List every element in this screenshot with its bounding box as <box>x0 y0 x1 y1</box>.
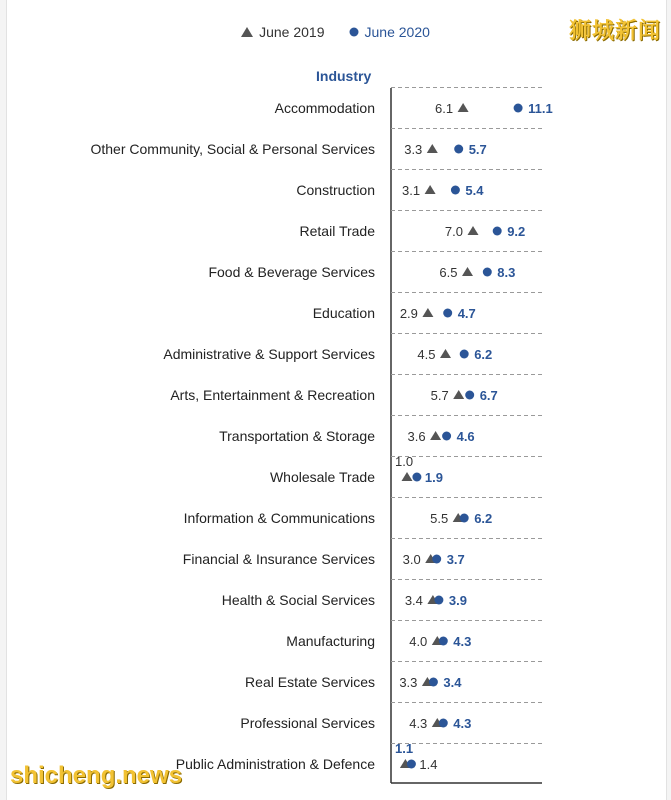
category-label: Accommodation <box>274 100 375 116</box>
legend-label-june-2019: June 2019 <box>259 24 325 40</box>
marker-june-2019 <box>453 390 464 399</box>
marker-june-2019 <box>430 431 441 440</box>
value-label-june-2020: 3.4 <box>443 675 462 690</box>
category-label: Professional Services <box>240 715 375 731</box>
value-label-june-2019: 3.0 <box>402 552 421 567</box>
category-label: Transportation & Storage <box>219 428 375 444</box>
marker-june-2020 <box>443 309 452 318</box>
value-label-june-2020: 3.7 <box>446 552 465 567</box>
category-label: Education <box>312 305 375 321</box>
value-label-june-2020: 4.3 <box>453 634 472 649</box>
marker-june-2020 <box>439 719 448 728</box>
category-label: Real Estate Services <box>245 674 375 690</box>
value-label-june-2020: 6.2 <box>474 347 493 362</box>
value-label-upper: 1.1 <box>395 741 414 756</box>
value-label-june-2020: 9.2 <box>507 224 526 239</box>
marker-june-2020 <box>412 473 421 482</box>
marker-june-2020 <box>514 104 523 113</box>
legend-label-june-2020: June 2020 <box>364 24 430 40</box>
category-label: Financial & Insurance Services <box>182 551 375 567</box>
value-label-june-2020: 8.3 <box>497 265 516 280</box>
marker-june-2019 <box>422 308 433 317</box>
marker-june-2020 <box>493 227 502 236</box>
value-label-june-2019: 6.1 <box>435 101 454 116</box>
marker-june-2019 <box>440 349 451 358</box>
category-label: Food & Beverage Services <box>208 264 375 280</box>
value-label-june-2020: 6.7 <box>479 388 498 403</box>
marker-june-2019 <box>468 226 479 235</box>
category-label: Public Administration & Defence <box>175 756 375 772</box>
value-label-june-2020: 5.4 <box>465 183 484 198</box>
marker-june-2020 <box>465 391 474 400</box>
marker-june-2020 <box>407 760 416 769</box>
marker-june-2019 <box>425 185 436 194</box>
marker-june-2020 <box>434 596 443 605</box>
value-label-june-2020: 11.1 <box>528 101 553 116</box>
category-label: Construction <box>296 182 375 198</box>
category-axis-header: Industry <box>316 68 372 84</box>
category-label: Manufacturing <box>286 633 375 649</box>
value-label-june-2020: 3.9 <box>448 593 467 608</box>
marker-june-2019 <box>427 144 438 153</box>
marker-june-2020 <box>451 186 460 195</box>
value-label-june-2020: 4.7 <box>457 306 476 321</box>
value-label-june-2019: 5.7 <box>430 388 449 403</box>
value-label-june-2019: 3.3 <box>399 675 418 690</box>
marker-june-2019 <box>402 472 413 481</box>
watermark-top-right: 狮城新闻 <box>568 18 661 43</box>
category-label: Retail Trade <box>299 223 375 239</box>
value-label-upper: 1.0 <box>395 454 414 469</box>
category-label: Wholesale Trade <box>269 469 375 485</box>
value-label-june-2020: 4.3 <box>453 716 472 731</box>
marker-june-2020 <box>460 514 469 523</box>
value-label-june-2019: 2.9 <box>399 306 418 321</box>
value-label-june-2020: 6.2 <box>474 511 493 526</box>
value-label-june-2019: 3.1 <box>402 183 421 198</box>
value-label-june-2019: 3.4 <box>404 593 423 608</box>
value-label-june-2019: 3.6 <box>407 429 426 444</box>
marker-june-2020 <box>460 350 469 359</box>
marker-june-2019 <box>462 267 473 276</box>
value-label-june-2020: 5.7 <box>468 142 487 157</box>
value-label-lower: 1.9 <box>424 470 443 485</box>
marker-june-2020 <box>442 432 451 441</box>
category-label: Administrative & Support Services <box>163 346 375 362</box>
value-label-lower: 1.4 <box>419 757 438 772</box>
value-label-june-2019: 4.0 <box>409 634 428 649</box>
category-label: Health & Social Services <box>221 592 375 608</box>
value-label-june-2019: 3.3 <box>404 142 423 157</box>
marker-june-2019 <box>458 103 469 112</box>
value-label-june-2019: 4.3 <box>409 716 428 731</box>
marker-june-2020 <box>429 678 438 687</box>
value-label-june-2020: 4.6 <box>456 429 475 444</box>
marker-june-2020 <box>432 555 441 564</box>
value-label-june-2019: 4.5 <box>417 347 436 362</box>
marker-june-2020 <box>483 268 492 277</box>
category-label: Other Community, Social & Personal Services <box>90 141 375 157</box>
watermark-bottom-left: shicheng.news <box>10 762 183 789</box>
value-label-june-2019: 7.0 <box>444 224 463 239</box>
marker-june-2020 <box>454 145 463 154</box>
value-label-june-2019: 5.5 <box>430 511 449 526</box>
category-label: Information & Communications <box>183 510 375 526</box>
marker-june-2020 <box>439 637 448 646</box>
category-label: Arts, Entertainment & Recreation <box>170 387 375 403</box>
value-label-june-2019: 6.5 <box>439 265 458 280</box>
